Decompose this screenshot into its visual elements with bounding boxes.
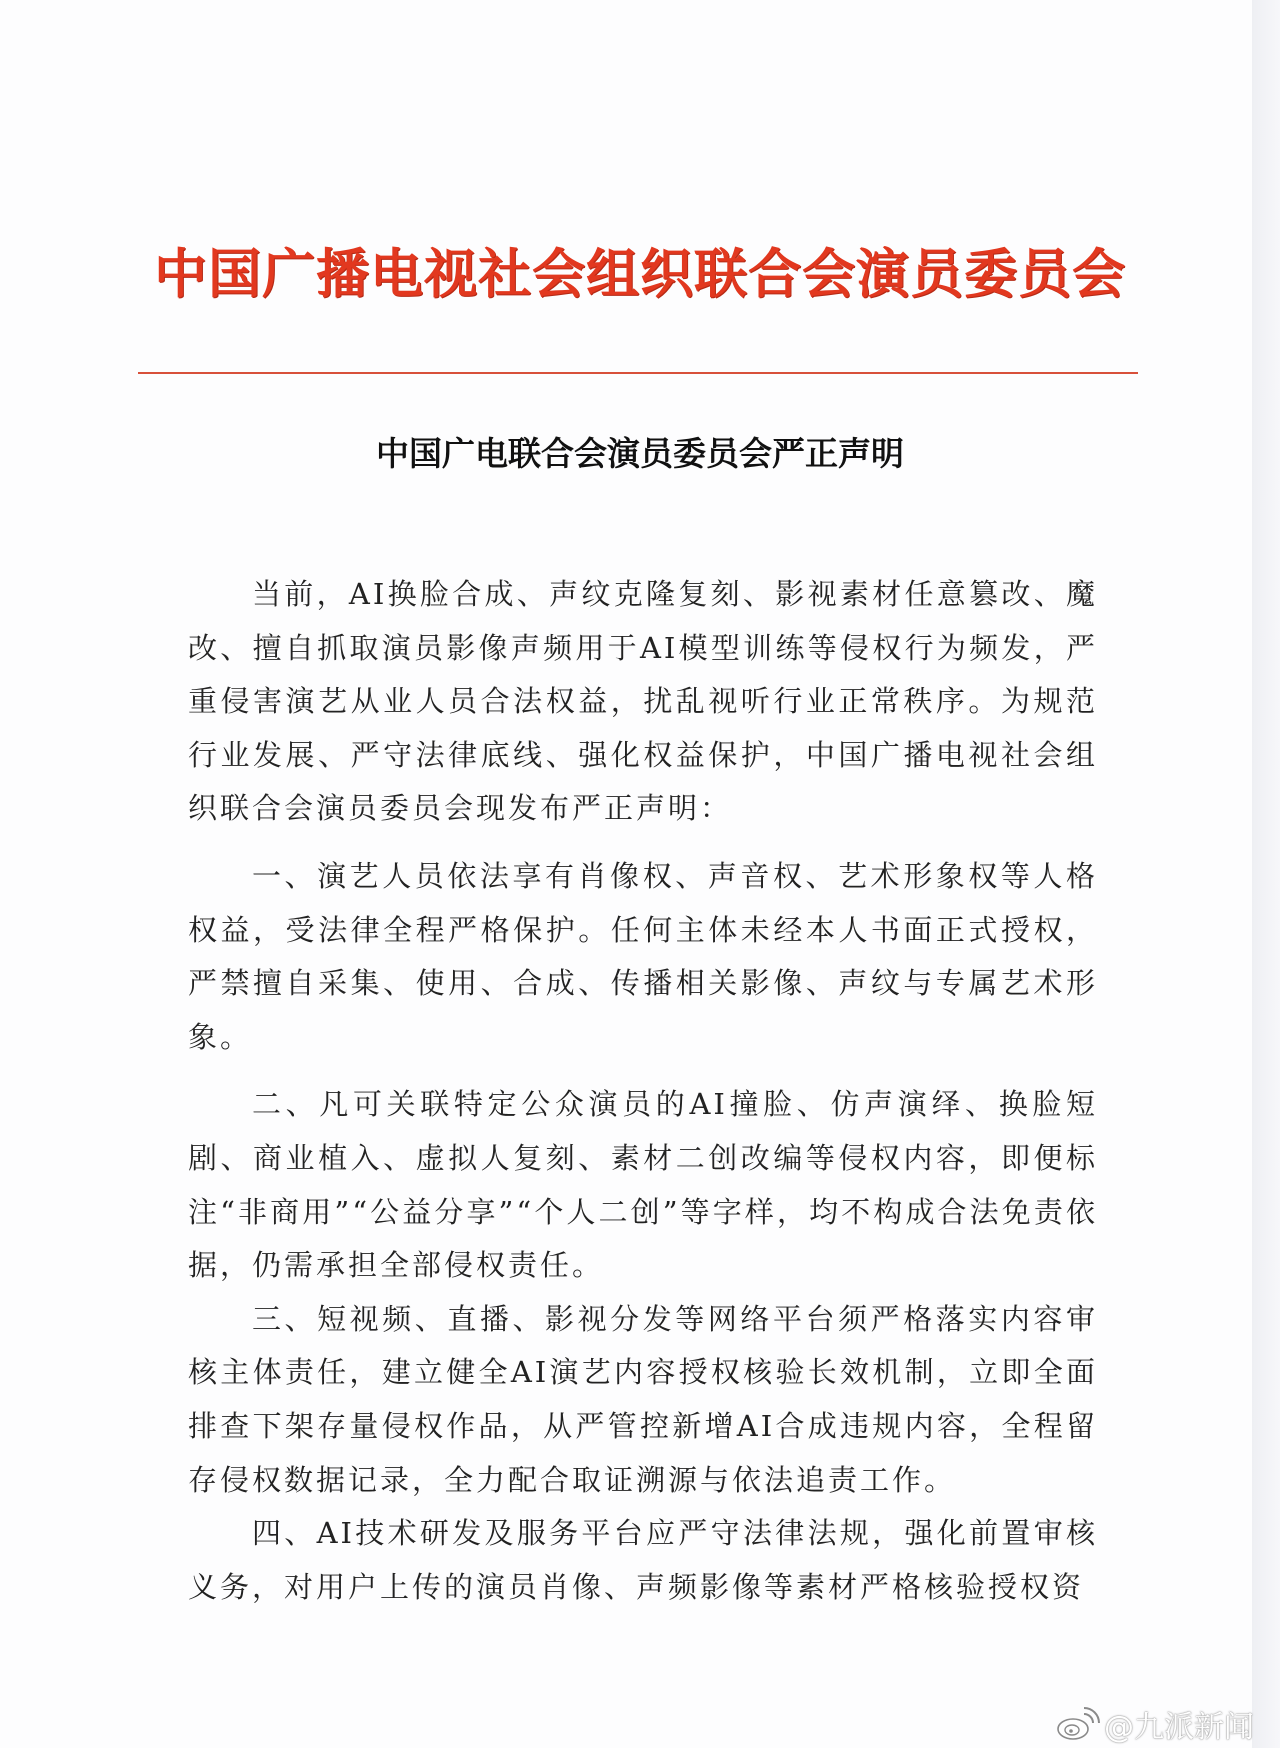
- document-title: 中国广电联合会演员委员会严正声明: [376, 434, 904, 473]
- source-watermark: [1056, 1702, 1254, 1746]
- paragraph-item-4: 四、AI技术研发及服务平台应严守法律法规，强化前置审核义务，对用户上传的演员肖像、声频影像等素材严格核验授权资: [188, 1516, 1098, 1604]
- letterhead-divider: [138, 372, 1138, 374]
- document-body: [188, 568, 1098, 1614]
- page-edge-shadow: [1252, 0, 1280, 1748]
- paragraph-item-3: 三、短视频、直播、影视分发等网络平台须严格落实内容审核主体责任，建立健全AI演艺内容授权核验长效机制，立即全面排查下架存量侵权作品，从严管控新增AI合成违规内容，全程留存侵权数据记录，全力配合取证溯源与依法追责工作。: [188, 1301, 1098, 1497]
- letterhead-organization: 中国广播电视社会组织联合会演员委员会: [154, 244, 1126, 305]
- paragraph-intro: 当前，AI换脸合成、声纹克隆复刻、影视素材任意篡改、魔改、擅自抓取演员影像声频用于AI模型训练等侵权行为频发，严重侵害演艺从业人员合法权益，扰乱视听行业正常秩序。为规范行业发展、严守法律底线、强化权益保护，中国广播电视社会组织联合会演员委员会现发布严正声明：: [188, 577, 1098, 826]
- weibo-icon: [1056, 1706, 1100, 1742]
- paragraph-item-2: 二、凡可关联特定公众演员的AI撞脸、仿声演绎、换脸短剧、商业植入、虚拟人复刻、素材二创改编等侵权内容，即便标注“非商用”“公益分享”“个人二创”等字样，均不构成合法免责依据，仍需承担全部侵权责任。: [188, 1087, 1098, 1283]
- paragraph-item-1: 一、演艺人员依法享有肖像权、声音权、艺术形象权等人格权益，受法律全程严格保护。任何主体未经本人书面正式授权，严禁擅自采集、使用、合成、传播相关影像、声纹与专属艺术形象。: [188, 858, 1098, 1054]
- watermark-text: @九派新闻: [1104, 1710, 1254, 1745]
